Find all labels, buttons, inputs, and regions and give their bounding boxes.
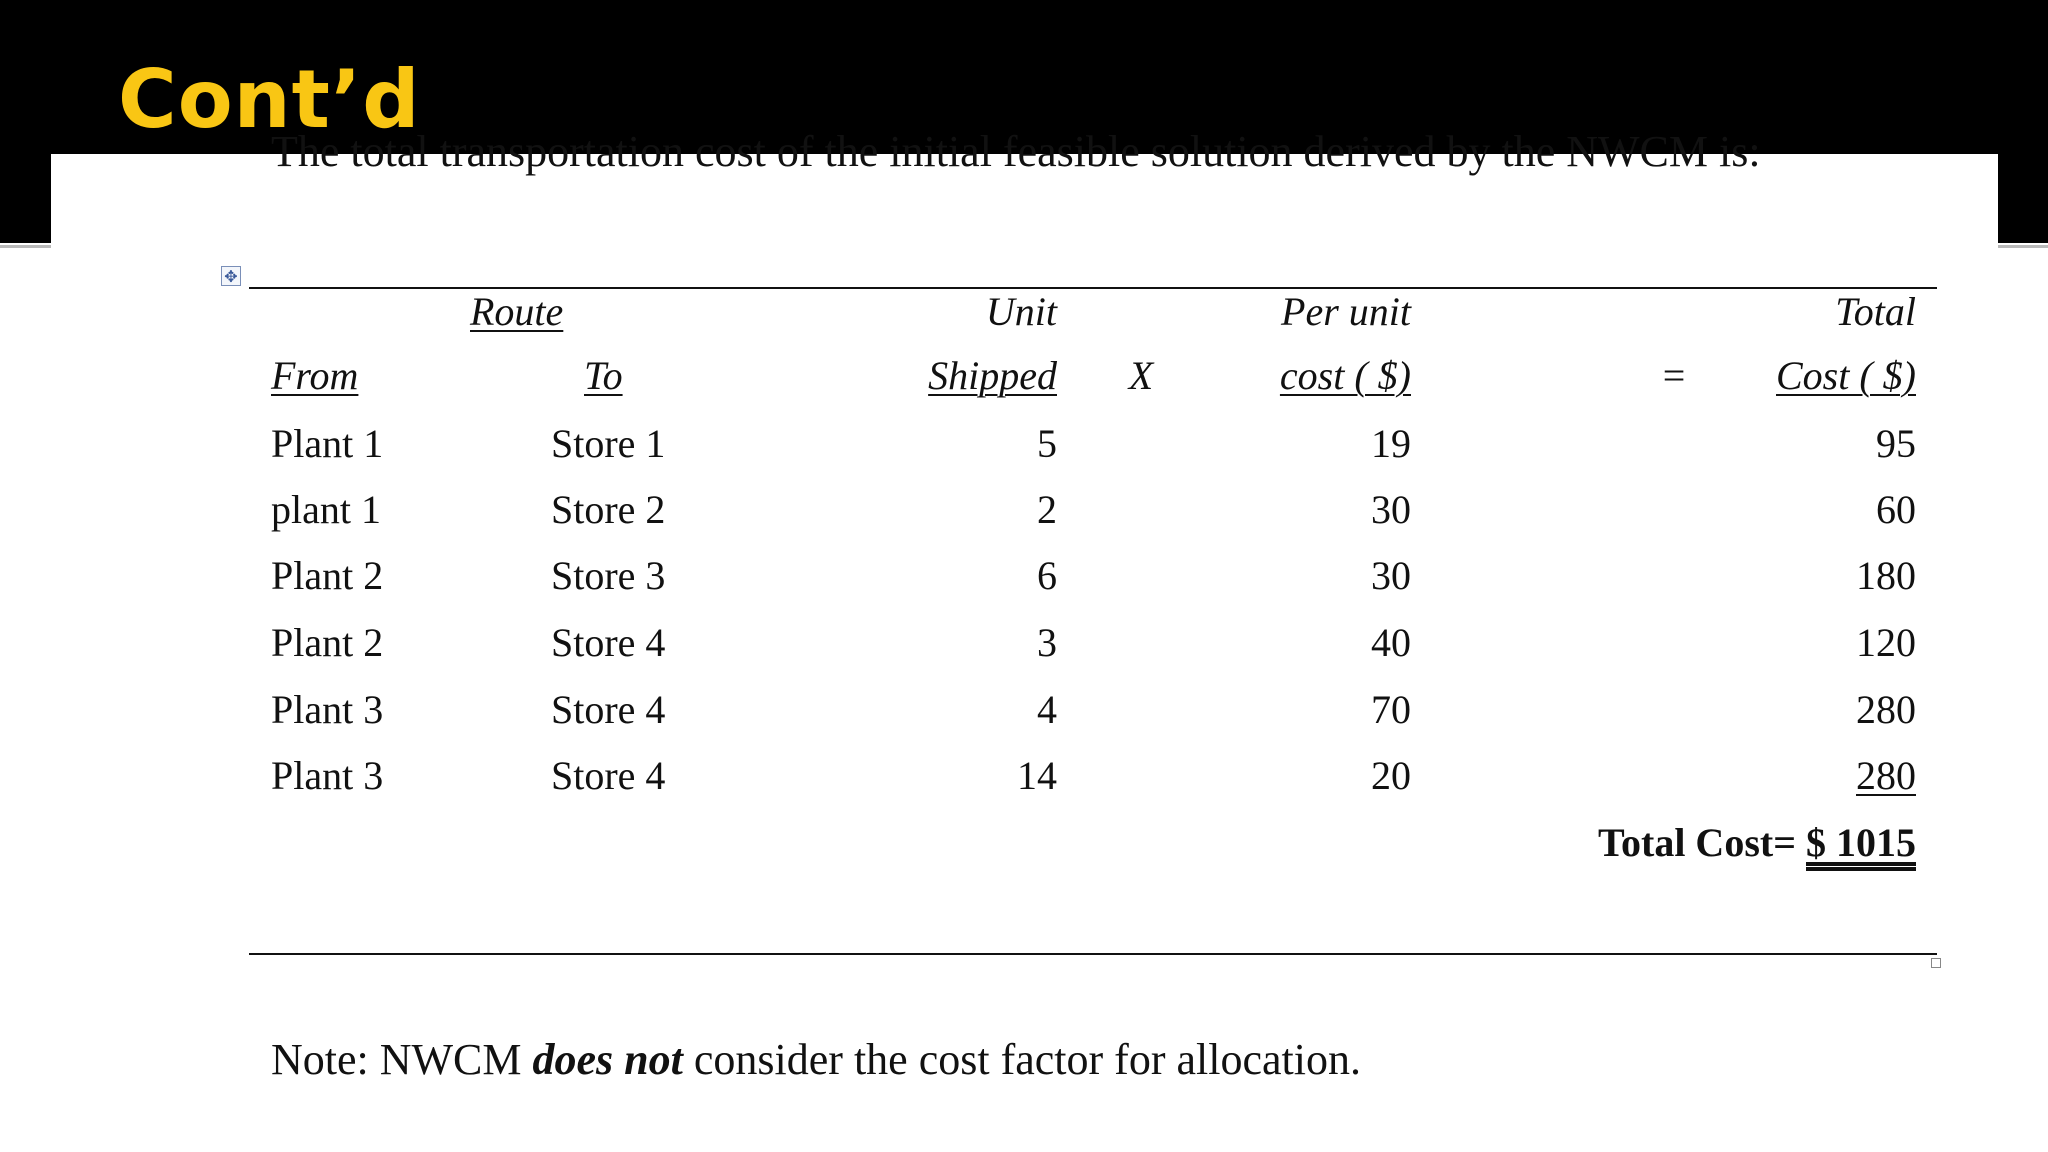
row-to: Store 1	[551, 421, 666, 466]
row-units: 4	[1037, 687, 1057, 732]
note-text	[271, 1034, 1361, 1085]
band-divider-right	[1998, 245, 2048, 248]
row-total: 280	[1856, 687, 1916, 732]
header-from: From	[271, 353, 359, 398]
header-total: Total	[1835, 289, 1916, 334]
total-cost-line	[1351, 819, 1916, 867]
row-per-unit-cost: 30	[1371, 487, 1411, 532]
row-units: 2	[1037, 487, 1057, 532]
resize-handle-icon[interactable]	[1931, 958, 1941, 968]
header-equals: =	[1662, 353, 1686, 398]
total-cost-value: $ 1015	[1806, 820, 1916, 865]
row-from: Plant 3	[271, 687, 384, 732]
row-total: 280	[1856, 753, 1916, 798]
row-units: 3	[1037, 620, 1057, 665]
row-per-unit-cost: 70	[1371, 687, 1411, 732]
row-total: 60	[1876, 487, 1916, 532]
row-per-unit-cost: 30	[1371, 553, 1411, 598]
note-emphasis: does not	[532, 1035, 683, 1084]
total-cost-label: Total Cost=	[1597, 820, 1796, 865]
row-to: Store 4	[551, 753, 666, 798]
embedded-document[interactable]	[51, 127, 1998, 1152]
move-icon[interactable]: ✥	[221, 266, 241, 286]
row-to: Store 3	[551, 553, 666, 598]
row-from: plant 1	[271, 487, 381, 532]
row-total: 120	[1856, 620, 1916, 665]
header-shipped: Shipped	[928, 353, 1057, 398]
row-units: 5	[1037, 421, 1057, 466]
intro-text: The total transportation cost of the initial feasible solution derived by the NWCM is:	[271, 127, 1761, 176]
row-from: Plant 2	[271, 620, 384, 665]
row-to: Store 4	[551, 687, 666, 732]
header-cost: cost ( $)	[1279, 353, 1411, 398]
row-to: Store 4	[551, 620, 666, 665]
row-units: 14	[1017, 753, 1057, 798]
header-unit: Unit	[985, 289, 1057, 334]
row-per-unit-cost: 20	[1371, 753, 1411, 798]
band-divider-left	[0, 245, 51, 248]
note-suffix: consider the cost factor for allocation.	[682, 1035, 1361, 1084]
row-total: 95	[1876, 421, 1916, 466]
table-bottom-rule	[249, 953, 1937, 955]
row-to: Store 2	[551, 487, 666, 532]
header-total-cost: Cost ( $)	[1776, 353, 1916, 398]
row-from: Plant 1	[271, 421, 384, 466]
row-from: Plant 3	[271, 753, 384, 798]
header-route: Route	[470, 289, 564, 334]
header-times: X	[1128, 353, 1154, 398]
row-per-unit-cost: 40	[1371, 620, 1411, 665]
note-prefix: Note: NWCM	[271, 1035, 533, 1084]
row-total: 180	[1856, 553, 1916, 598]
header-to: To	[584, 353, 623, 398]
header-per-unit: Per unit	[1281, 289, 1411, 334]
row-from: Plant 2	[271, 553, 384, 598]
slide-title: Cont’d	[118, 53, 421, 146]
row-per-unit-cost: 19	[1371, 421, 1411, 466]
row-units: 6	[1037, 553, 1057, 598]
